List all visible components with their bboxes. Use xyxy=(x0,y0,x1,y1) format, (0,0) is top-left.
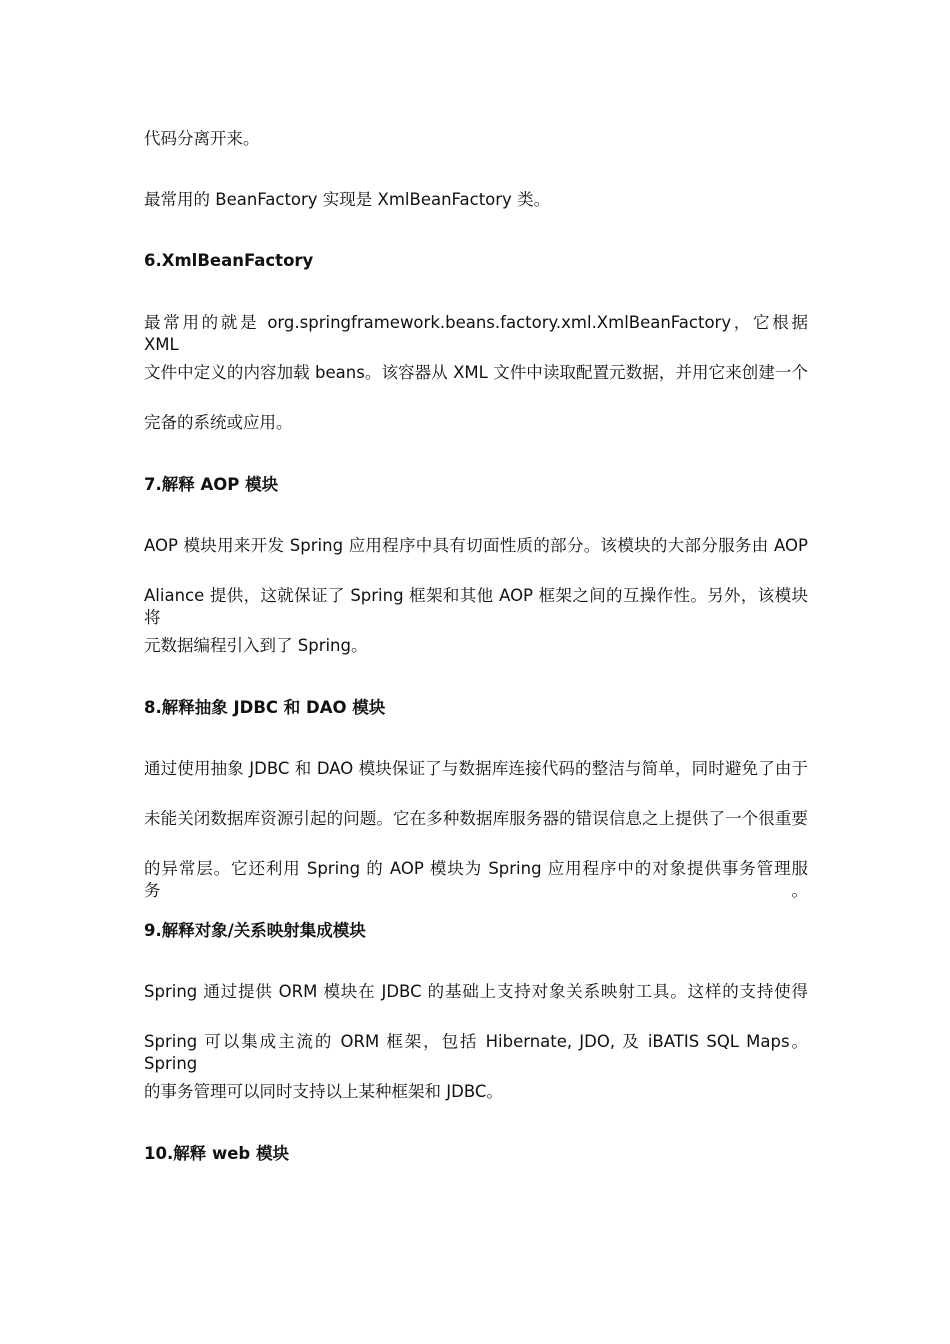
paragraph-line: Spring 通过提供 ORM 模块在 JDBC 的基础上支持对象关系映射工具。这样的支持使得 xyxy=(144,982,808,1001)
paragraph-line: AOP 模块用来开发 Spring 应用程序中具有切面性质的部分。该模块的大部分服务由 AOP xyxy=(144,536,808,555)
paragraph-line: 的事务管理可以同时支持以上某种框架和 JDBC。 xyxy=(144,1082,503,1101)
paragraph-line: 代码分离开来。 xyxy=(144,129,260,148)
paragraph-line: 最常用的 BeanFactory 实现是 XmlBeanFactory 类。 xyxy=(144,190,551,209)
section-heading-6: 6.XmlBeanFactory xyxy=(144,251,314,270)
paragraph-line: 未能关闭数据库资源引起的问题。它在多种数据库服务器的错误信息之上提供了一个很重要 xyxy=(144,809,808,828)
paragraph-line: 的异常层。它还利用 Spring 的 AOP 模块为 Spring 应用程序中的对象提供事务管理服务。 xyxy=(144,859,808,900)
paragraph-line: 最常用的就是 org.springframework.beans.factory.xml.XmlBeanFactory，它根据 XML xyxy=(144,313,808,354)
paragraph-line: 通过使用抽象 JDBC 和 DAO 模块保证了与数据库连接代码的整洁与简单，同时避免了由于 xyxy=(144,759,808,778)
paragraph-line: 文件中定义的内容加载 beans。该容器从 XML 文件中读取配置元数据，并用它来创建一个 xyxy=(144,363,808,382)
paragraph-line: Spring 可以集成主流的 ORM 框架，包括 Hibernate, JDO, 及 iBATIS SQL Maps。Spring xyxy=(144,1032,808,1073)
paragraph-line: 元数据编程引入到了 Spring。 xyxy=(144,636,368,655)
section-heading-7: 7.解释 AOP 模块 xyxy=(144,475,279,494)
paragraph-line: Aliance 提供，这就保证了 Spring 框架和其他 AOP 框架之间的互操作性。另外，该模块将 xyxy=(144,586,808,627)
section-heading-10: 10.解释 web 模块 xyxy=(144,1144,289,1163)
section-heading-9: 9.解释对象/关系映射集成模块 xyxy=(144,921,366,940)
paragraph-line: 完备的系统或应用。 xyxy=(144,413,293,432)
section-heading-8: 8.解释抽象 JDBC 和 DAO 模块 xyxy=(144,698,386,717)
